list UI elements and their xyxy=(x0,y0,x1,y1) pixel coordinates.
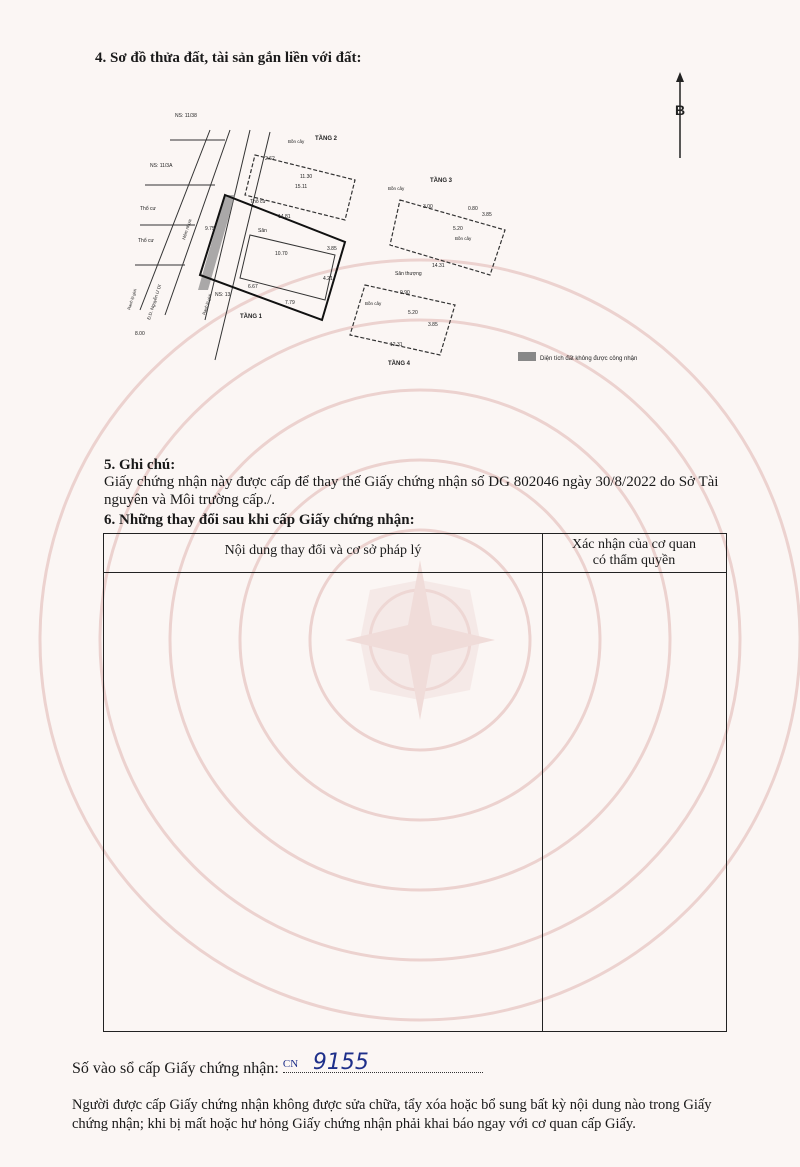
land-plot-diagram xyxy=(110,70,710,380)
bon-cay-label-4: Bồn cây xyxy=(365,301,382,306)
changes-table xyxy=(103,533,727,1032)
dim-label: 8.00 xyxy=(135,331,145,337)
header-line-1: Xác nhận của cơ quan xyxy=(571,537,696,552)
dim-label: 3.00 xyxy=(423,204,433,210)
ns-top-label: NS: 11/38 xyxy=(175,113,197,119)
dim-label: 12.31 xyxy=(390,342,403,348)
bon-cay-label-2: Bồn cây xyxy=(388,186,405,191)
tho-cu-label-2: Thổ cư xyxy=(138,238,154,244)
dim-label: 15.11 xyxy=(295,184,308,190)
bon-cay-label-3: Bồn cây xyxy=(455,236,472,241)
registry-prefix: CN xyxy=(282,1058,299,1070)
san-thuong-label: Sân thượng xyxy=(395,271,422,277)
section-6-title: 6. Những thay đổi sau khi cấp Giấy chứng nhận: xyxy=(104,512,415,528)
dim-label: 4.21 xyxy=(323,276,333,282)
dim-label: 5.20 xyxy=(453,226,463,232)
dim-label: 9.90 xyxy=(400,290,410,296)
header-line-2: có thẩm quyền xyxy=(592,553,676,568)
hem-nhua-label: Hẻm nhựa xyxy=(181,218,193,241)
dim-label: 11.30 xyxy=(300,174,313,180)
ns-bottom-label: NS: 13 xyxy=(215,292,231,298)
san-label: Sân xyxy=(258,228,267,234)
ranh-lo-gioi-label-2: Ranh lộ giới xyxy=(201,293,213,316)
floor-3-label: TẦNG 3 xyxy=(430,178,453,184)
table-header-confirmation xyxy=(542,537,726,569)
tho-cu-label-1: Thổ cư xyxy=(140,206,156,212)
registry-label: Số vào sổ cấp Giấy chứng nhận: xyxy=(72,1060,279,1077)
dim-label: 3.85 xyxy=(428,322,438,328)
dim-label: 5.20 xyxy=(408,310,418,316)
dim-label: 9.75 xyxy=(205,226,215,232)
dim-label: 3.85 xyxy=(482,212,492,218)
north-label: B xyxy=(675,102,686,118)
table-header-rule xyxy=(104,572,726,573)
dim-label: 2.62 xyxy=(265,156,275,162)
road-name-label: Đ.D. Nguyễn Ư Dĩ xyxy=(146,283,163,321)
legend-swatch xyxy=(518,352,536,361)
dim-label: 14.81 xyxy=(278,214,291,220)
dim-label: 0.80 xyxy=(468,206,478,212)
section-4-title: 4. Sơ đồ thửa đất, tài sản gắn liền với đất: xyxy=(95,50,362,66)
registry-value-line xyxy=(282,1050,483,1075)
table-header-content: Nội dung thay đổi và cơ sở pháp lý xyxy=(224,543,422,558)
dim-label: 6.67 xyxy=(248,284,258,290)
registry-number-row xyxy=(72,1050,483,1078)
floor-1-label: TẦNG 1 xyxy=(240,314,263,320)
dim-label: 14.31 xyxy=(432,263,445,269)
dim-label: 10.70 xyxy=(275,251,288,257)
ns-mid-label: NS: 11/3A xyxy=(150,163,173,169)
dim-label: 3.85 xyxy=(327,246,337,252)
tho-cu-label-3: Thổ cư xyxy=(250,199,266,205)
dim-label: 7.79 xyxy=(285,300,295,306)
floor-4-label: TẦNG 4 xyxy=(388,361,411,367)
footer-notice: Người được cấp Giấy chứng nhận không được sửa chữa, tẩy xóa hoặc bổ sung bất kỳ nội dung nào trong Giấy chứng nhận; khi bị mất hoặc hư hỏng Giấy chứng nhận phải khai báo ngay với cơ quan cấp Giấy. xyxy=(72,1097,712,1132)
table-divider xyxy=(542,534,543,1031)
floor-2-label: TẦNG 2 xyxy=(315,136,338,142)
section-5-title: 5. Ghi chú: xyxy=(104,457,176,473)
note-text: Giấy chứng nhận này được cấp để thay thế Giấy chứng nhận số DG 802046 ngày 30/8/2022 do Sở Tài nguyên và Môi trường cấp./. xyxy=(104,474,719,508)
legend-label: Diện tích đất không được công nhận xyxy=(540,356,638,362)
registry-number: 9155 xyxy=(312,1050,369,1075)
bon-cay-label-1: Bồn cây xyxy=(288,139,305,144)
ranh-lo-gioi-label-1: Ranh lộ giới xyxy=(126,288,138,311)
